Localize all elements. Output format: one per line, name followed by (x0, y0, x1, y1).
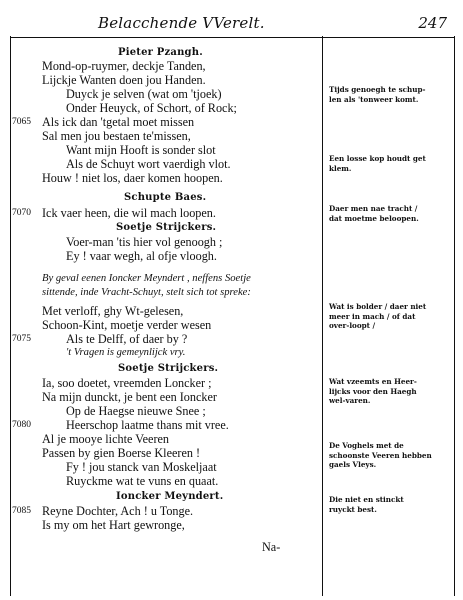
line-number: 7075 (12, 334, 31, 344)
verse-line: Ia, soo doetet, vreemden Loncker ; (42, 376, 212, 390)
verse-line: Houw ! niet los, daer komen hoopen. (42, 171, 223, 185)
stage-direction: sittende, inde Vracht-Schuyt, stelt sich tot spreke: (42, 287, 251, 298)
margin-note-line: Een losse kop houdt get (329, 154, 426, 163)
margin-note (329, 495, 404, 514)
margin-note-line: Wat vzeemts en Heer- (329, 377, 417, 386)
margin-note-line: Die niet en stinckt (329, 495, 404, 504)
verse-line: Met verloff, ghy Wt-gelesen, (42, 304, 184, 318)
verse-line: Na mijn dunckt, je bent een Ioncker (42, 390, 217, 404)
verse-line: Mond-op-ruymer, deckje Tanden, (42, 59, 206, 73)
verse-line: Al je mooye lichte Veeren (42, 432, 170, 446)
margin-note-line: ruyckt best. (329, 504, 377, 514)
verse-line: Voer-man 'tis hier vol genoogh ; (66, 235, 223, 249)
margin-note-line: Tijds genoegh te schup- (329, 85, 426, 94)
margin-note-line: over-loopt / (329, 321, 376, 330)
verse-line: Duyck je selven (wat om 'tjoek) (66, 87, 222, 101)
verse-line: Want mijn Hooft is sonder slot (66, 143, 216, 157)
verse-line: Onder Heuyck, of Schort, of Rock; (66, 101, 237, 115)
margin-note-line: dat moetme beloopen. (329, 213, 419, 223)
margin-divider-rule (322, 36, 323, 596)
margin-note-line: wel-varen. (329, 396, 371, 405)
verse-line: Als ick dan 'tgetal moet missen (42, 115, 195, 129)
right-border-rule (454, 36, 455, 596)
line-number: 7085 (12, 506, 31, 516)
speaker-name: Soetje Strijckers. (116, 222, 217, 233)
margin-note (329, 441, 432, 470)
verse-line: Als te Delff, of daer by ? (66, 332, 188, 346)
speaker-name: Schupte Baes. (124, 192, 207, 203)
margin-note-line: Daer men nae tracht / (329, 204, 418, 213)
speaker-name: Ioncker Meyndert. (116, 491, 224, 502)
stage-direction: By geval eenen Ioncker Meyndert , neffens Soetje (42, 273, 251, 284)
stage-direction: 't Vragen is gemeynlijck vry. (66, 347, 186, 358)
margin-note-line: klem. (329, 163, 352, 173)
verse-line: Ick vaer heen, die wil mach loopen. (42, 206, 216, 220)
left-border-rule (10, 36, 11, 596)
verse-line: Ruyckme wat te vuns en quaat. (66, 474, 219, 488)
margin-note-line: schoonste Veeren hebben (329, 450, 432, 460)
margin-note (329, 204, 419, 223)
verse-line: Ey ! vaar wegh, al ofje vloogh. (66, 249, 217, 263)
margin-note-line: len als 'tonweer komt. (329, 94, 419, 104)
verse-line: Fy ! jou stanck van Moskeljaat (66, 460, 217, 474)
verse-line: Heerschop laatme thans mit vree. (66, 418, 229, 432)
verse-line: Schoon-Kint, moetje verder wesen (42, 318, 212, 332)
margin-note-line: gaels Vleys. (329, 460, 377, 469)
header-rule (10, 37, 455, 38)
line-number: 7070 (12, 208, 31, 218)
catchword: Na- (262, 540, 281, 554)
verse-line: Is my om het Hart gewronge, (42, 518, 185, 532)
line-number: 7080 (12, 420, 31, 430)
margin-note-line: Wat is bolder / daer niet (329, 302, 427, 311)
speaker-name: Soetje Strijckers. (118, 363, 219, 374)
speaker-name: Pieter Pzangh. (118, 47, 203, 58)
verse-line: Lijckje Wanten doen jou Handen. (42, 73, 206, 87)
verse-line: Reyne Dochter, Ach ! u Tonge. (42, 504, 194, 518)
margin-note-line: meer in mach / of dat (329, 311, 416, 321)
running-title: Belacchende VVerelt. (98, 14, 265, 32)
page-number: 247 (418, 14, 447, 32)
margin-note-line: De Voghels met de (329, 441, 404, 450)
margin-note-line: lijcks voor den Haegh (329, 386, 417, 396)
verse-line: Sal men jou bestaen te'missen, (42, 129, 191, 143)
margin-note (329, 302, 426, 331)
verse-line: Op de Haegse nieuwe Snee ; (66, 404, 206, 418)
line-number: 7065 (12, 117, 31, 127)
margin-note (329, 154, 426, 173)
verse-line: Als de Schuyt wort vaerdigh vlot. (66, 157, 231, 171)
margin-note (329, 85, 425, 104)
verse-line: Passen by gien Boerse Kleeren ! (42, 446, 201, 460)
margin-note (329, 377, 417, 406)
